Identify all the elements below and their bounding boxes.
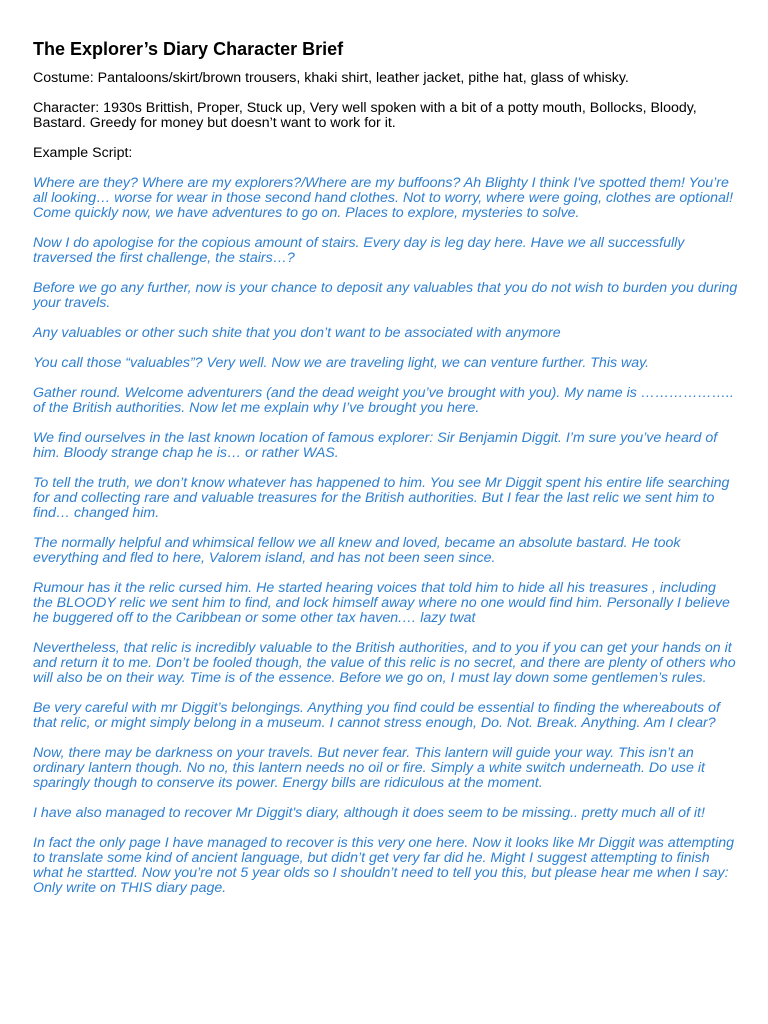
script-paragraph: In fact the only page I have managed to recover is this very one here. Now it looks like Mr Diggit was attempting to translate some kind of ancient language, but didn’t get very far did he. Might I suggest attempting to finish what he startted. Now you’re not 5 year olds so I shouldn’t need to tell you this, but please hear me when I say: Only write on THIS diary page. [33,835,735,896]
document-title: The Explorer’s Diary Character Brief [33,39,344,59]
script-paragraph: Where are they? Where are my explorers?/Where are my buffoons? Ah Blighty I think I've spotted them! You’re all looking… worse for wear in those second hand clothes. Not to worry, where were going, clothes are optional! Come quickly now, we have adventures to go on. Places to explore, mysteries to solve. [33,175,734,221]
script-paragraph: Rumour has it the relic cursed him. He started hearing voices that told him to hide all his treasures , including the BLOODY relic we sent him to find, and lock himself away where no one would find him. Personally I believe he buggered off to the Caribbean or some other tax haven.… lazy twat [33,580,730,626]
script-paragraph: Now, there may be darkness on your travels. But never fear. This lantern will guide your way. This isn’t an ordinary lantern though. No no, this lantern needs no oil or fire. Simply a white switch underneath. Do use it sparingly though to conserve its power. Energy bills are ridiculous at the moment. [33,745,705,791]
script-paragraph: The normally helpful and whimsical fellow we all knew and loved, became an absolute bastard. He took everything and fled to here, Valorem island, and has not been seen since. [33,535,681,566]
script-paragraph: Now I do apologise for the copious amount of stairs. Every day is leg day here. Have we all successfully traversed the first challenge, the stairs…? [33,235,685,266]
script-paragraph: We find ourselves in the last known location of famous explorer: Sir Benjamin Diggit. I’m sure you’ve heard of him. Bloody strange chap he is… or rather WAS. [33,430,718,461]
script-paragraph: Nevertheless, that relic is incredibly valuable to the British authorities, and to you if you can get your hands on it and return it to me. Don’t be fooled though, the value of this relic is no secret, and there are plenty of others who will also be on their way. Time is of the essence. Before we go on, I must lay down some gentlemen’s rules. [33,640,736,686]
script-paragraph: You call those “valuables”? Very well. Now we are traveling light, we can venture further. This way. [33,355,650,371]
document-page [33,38,739,911]
script-paragraph: Before we go any further, now is your chance to deposit any valuables that you do not wish to burden you during your travels. [33,280,738,311]
script-paragraph: Gather round. Welcome adventurers (and the dead weight you’ve brought with you). My name is ……………….. of the British authorities. Now let me explain why I’ve brought you here. [33,385,734,416]
script-paragraph: To tell the truth, we don’t know whatever has happened to him. You see Mr Diggit spent his entire life searching for and collecting rare and valuable treasures for the British authorities. But I fear the last relic we sent him to find… changed him. [33,475,730,521]
script-paragraph: Be very careful with mr Diggit’s belongings. Anything you find could be essential to finding the whereabouts of that relic, or might simply belong in a museum. I cannot stress enough, Do. Not. Break. Anything. Am I clear? [33,700,720,731]
costume-line: Costume: Pantaloons/skirt/brown trousers, khaki shirt, leather jacket, pithe hat, glass of whisky. [33,70,629,86]
script-paragraph: I have also managed to recover Mr Diggit's diary, although it does seem to be missing.. pretty much all of it! [33,805,705,821]
example-script-label: Example Script: [33,145,133,161]
character-line: Character: 1930s Brittish, Proper, Stuck up, Very well spoken with a bit of a potty mouth, Bollocks, Bloody, Bastard. Greedy for money but doesn’t want to work for it. [33,100,697,131]
script-paragraph: Any valuables or other such shite that you don’t want to be associated with anymore [33,325,561,341]
